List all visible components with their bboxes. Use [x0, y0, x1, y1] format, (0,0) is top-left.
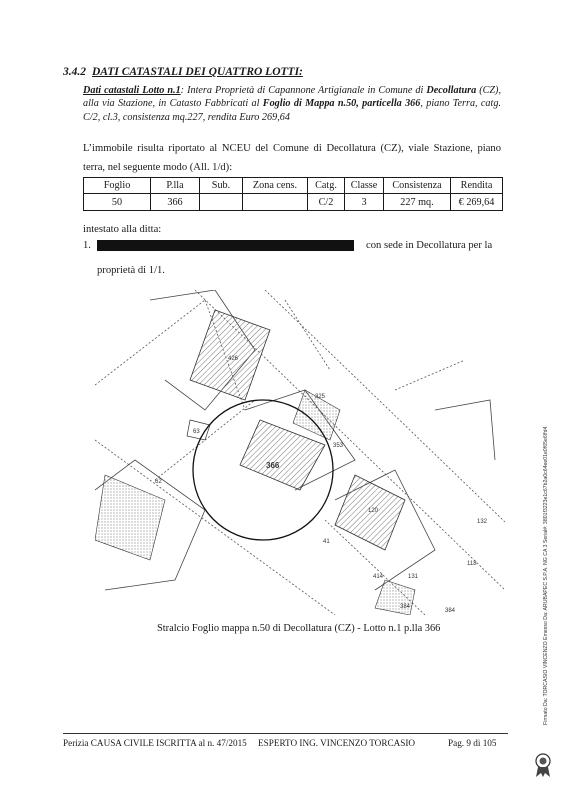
parcel-label-384: 384 — [445, 608, 456, 614]
redaction-bar — [97, 240, 354, 251]
cell-classe: 3 — [345, 194, 384, 211]
table-header-row — [84, 178, 503, 194]
digital-signature-note — [535, 385, 553, 725]
cell-catg: C/2 — [308, 194, 345, 211]
seal-icon — [533, 752, 553, 778]
parcel-label-131: 131 — [408, 574, 419, 580]
cell-rendita: € 269,64 — [451, 194, 503, 211]
header-consistenza: Consistenza — [384, 178, 451, 194]
lot-bold-1: Decollatura — [426, 85, 477, 96]
parcel-label-120: 120 — [368, 508, 379, 514]
parcel-label-62: 62 — [155, 479, 162, 485]
parcel-label-426: 426 — [228, 356, 239, 362]
table-row — [84, 194, 503, 211]
header-plla: P.lla — [151, 178, 200, 194]
lot-text-2: (CZ), alla via Stazione, in Catasto Fabbricati al — [83, 85, 501, 110]
header-catg: Catg. — [308, 178, 345, 194]
header-foglio: Foglio — [84, 178, 151, 194]
owner-text: con sede in Decollatura per la — [366, 240, 493, 251]
lot-description — [83, 84, 501, 124]
cell-consistenza: 227 mq. — [384, 194, 451, 211]
footer-center: ESPERTO ING. VINCENZO TORCASIO — [258, 738, 416, 748]
parcel-label-384b: 384 — [400, 604, 411, 610]
header-rendita: Rendita — [451, 178, 503, 194]
parcel-label-63: 63 — [193, 429, 200, 435]
building-62 — [95, 475, 165, 560]
parcel-label-118: 118 — [467, 561, 477, 567]
footer-divider — [63, 733, 508, 734]
cadastral-table — [83, 177, 503, 211]
lot-label: Dati catastali Lotto n.1 — [83, 85, 181, 96]
parcel-label-414: 414 — [373, 574, 384, 580]
cell-sub — [200, 194, 243, 211]
parcel-label-353: 353 — [333, 443, 344, 449]
lot-text-3: , piano Terra, catg. C/2, cl.3, consistenza mq.227, rendita Euro 269,64 — [83, 98, 501, 123]
parcel-label-325: 325 — [315, 394, 326, 400]
cell-foglio: 50 — [84, 194, 151, 211]
section-title: DATI CATASTALI DEI QUATTRO LOTTI: — [92, 66, 303, 78]
map-caption: Stralcio Foglio mappa n.50 di Decollatura (CZ) - Lotto n.1 p.lla 366 — [157, 623, 441, 634]
owner-line — [83, 240, 501, 251]
section-heading — [63, 66, 303, 78]
header-classe: Classe — [345, 178, 384, 194]
parcel-labels — [155, 356, 488, 614]
header-sub: Sub. — [200, 178, 243, 194]
intestato-label: intestato alla ditta: — [83, 224, 162, 235]
section-number: 3.4.2 — [63, 66, 86, 78]
cell-plla: 366 — [151, 194, 200, 211]
owner-line-2: proprietà di 1/1. — [97, 265, 165, 276]
cell-zona — [243, 194, 308, 211]
owner-number: 1. — [83, 240, 91, 251]
parcel-label-366: 366 — [266, 461, 280, 470]
ncev-paragraph: L’immobile risulta riportato al NCEU del Comune di Decollatura (CZ), viale Stazione, piano terra, nel seguente modo (All. 1/d): — [83, 143, 501, 174]
building-426 — [190, 310, 270, 400]
footer-page-number: Pag. 9 di 105 — [448, 738, 497, 748]
lot-text-1: : Intera Proprietà di Capannone Artigianale in Comune di — [180, 85, 427, 96]
signature-text: Firmato Da: TORCASIO VINCENZO Emesso Da: ARUBAPEC S.P.A. NG CA 3 Serial#: 3801f3223e1c67b2a0c64ee01e0f65e6ffd4 — [543, 426, 549, 725]
lot-bold-2: Foglio di Mappa n.50, particella 366 — [262, 98, 421, 110]
parcel-label-132: 132 — [477, 519, 488, 525]
header-zona: Zona cens. — [243, 178, 308, 194]
cadastral-map — [95, 290, 505, 615]
parcel-label-41: 41 — [323, 539, 330, 545]
footer-left: Perizia CAUSA CIVILE ISCRITTA al n. 47/2015 — [63, 738, 247, 748]
